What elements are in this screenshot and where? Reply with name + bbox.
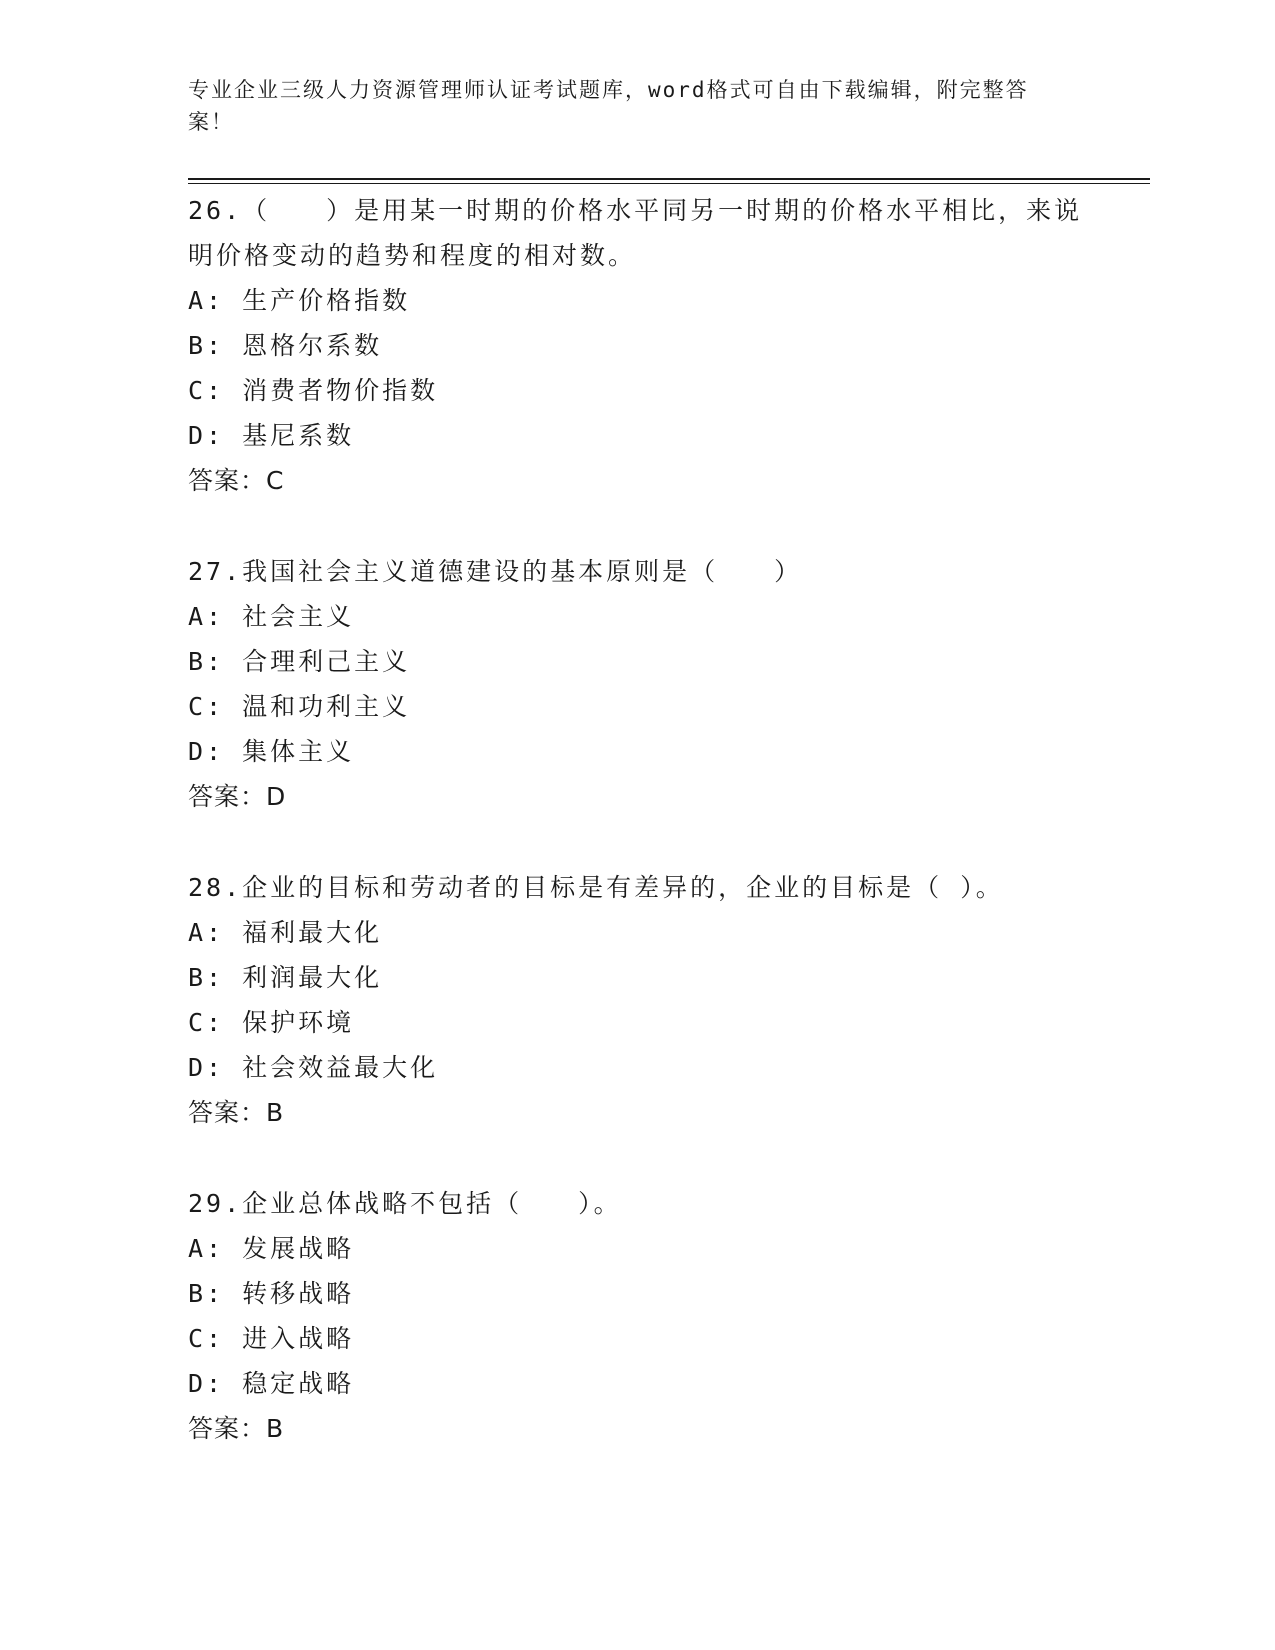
question-stem: 28.企业的目标和劳动者的目标是有差异的，企业的目标是（ ）。 — [188, 873, 1004, 902]
answer-line: 答案：B — [188, 1098, 285, 1127]
question-27 — [188, 549, 1088, 819]
option-c: C: 进入战略 — [188, 1324, 355, 1353]
option-d: D: 基尼系数 — [188, 421, 355, 450]
option-a: A: 发展战略 — [188, 1234, 355, 1263]
option-b: B: 合理利己主义 — [188, 647, 411, 676]
document-header: 专业企业三级人力资源管理师认证考试题库，word格式可自由下载编辑，附完整答案！ — [188, 78, 1029, 134]
option-d: D: 社会效益最大化 — [188, 1053, 439, 1082]
question-26 — [188, 188, 1088, 503]
question-stem: 29.企业总体战略不包括（ ）。 — [188, 1189, 622, 1218]
header-divider-thick — [188, 178, 1150, 180]
option-c: C: 消费者物价指数 — [188, 376, 439, 405]
question-stem: 27.我国社会主义道德建设的基本原则是（ ） — [188, 557, 803, 586]
header-divider-thin — [188, 183, 1150, 184]
option-a: A: 福利最大化 — [188, 918, 383, 947]
question-list — [188, 188, 1088, 1497]
option-d: D: 稳定战略 — [188, 1369, 355, 1398]
answer-line: 答案：B — [188, 1414, 285, 1443]
option-b: B: 利润最大化 — [188, 963, 383, 992]
question-stem: 26.（ ）是用某一时期的价格水平同另一时期的价格水平相比，来说明价格变动的趋势和程度的相对数。 — [188, 196, 1083, 270]
option-a: A: 生产价格指数 — [188, 286, 411, 315]
option-b: B: 恩格尔系数 — [188, 331, 383, 360]
answer-line: 答案：C — [188, 466, 285, 495]
question-28 — [188, 865, 1088, 1135]
option-d: D: 集体主义 — [188, 737, 355, 766]
option-b: B: 转移战略 — [188, 1279, 355, 1308]
option-c: C: 保护环境 — [188, 1008, 355, 1037]
option-a: A: 社会主义 — [188, 602, 355, 631]
option-c: C: 温和功利主义 — [188, 692, 411, 721]
question-29 — [188, 1181, 1088, 1451]
answer-line: 答案：D — [188, 782, 287, 811]
